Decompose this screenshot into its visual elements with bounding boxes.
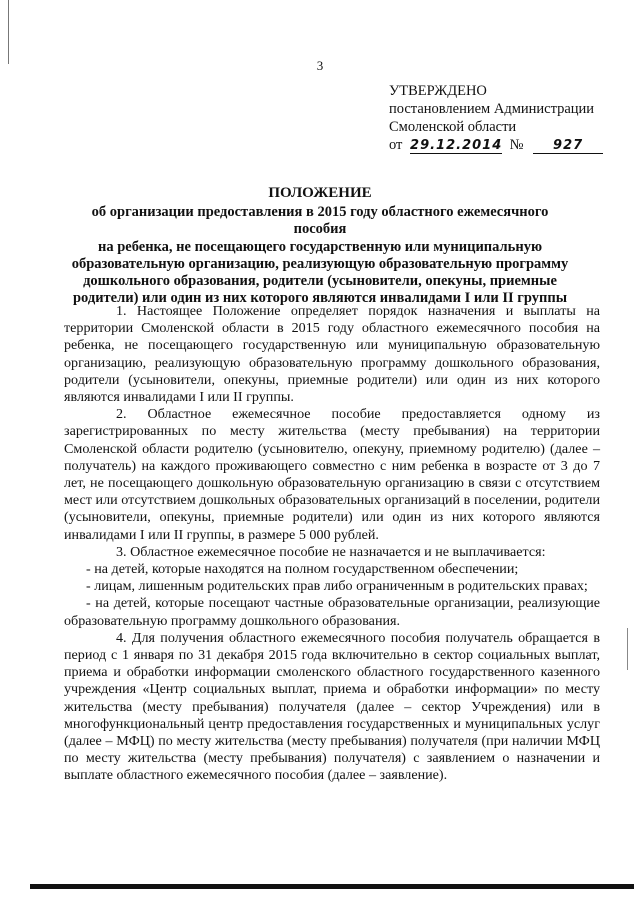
paragraph-4: 4. Для получения областного ежемесячного пособия получатель обращается в период с 1 января по 31 декабря 2015 года включительно в сектор социальных выплат, приема и обработки информации смоленского областного государственного казенного учреждения «Центр социальных выплат, приема и обработки информации» по месту жительства (месту пребывания) получателя (далее – сектор Учреждения) или в многофункциональный центр предоставления государственных и муниципальных услуг (далее – МФЦ) по месту жительства (месту пребывания) получателя (при наличии МФЦ по месту жительства (месту пребывания) получателя) с заявлением о назначении и выплате областного ежемесячного пособия (далее – заявление). <box>64 629 600 784</box>
document-title <box>70 185 570 307</box>
exclusion-item: - на детей, которые посещают частные образовательные организации, реализующие образовательную программу дошкольного образования. <box>64 595 600 629</box>
from-label: от <box>389 137 403 153</box>
title-heading: ПОЛОЖЕНИЕ <box>268 185 372 201</box>
approval-region-line: Смоленской области <box>389 119 517 135</box>
approval-heading: УТВЕРЖДЕНО <box>389 83 487 99</box>
scan-bottom-bar <box>30 884 634 889</box>
document-body <box>64 303 600 785</box>
scan-edge-mark <box>8 0 9 64</box>
number-label: № <box>509 137 524 153</box>
approval-decree-line: постановлением Администрации <box>389 101 595 117</box>
paragraph-2: 2. Областное ежемесячное пособие предоставляется одному из зарегистрированных по месту жительства (месту пребывания) на территории Смоленской области родителю (усыновителю, опекуну, приемному родителю) (далее – получатель) на каждого проживающего совместно с ним ребенка в возрасте от 3 до 7 лет, не посещающего дошкольную образовательную организацию в связи с отсутствием мест или отсутствием дошкольных образовательных организаций в поселении, родители (усыновители, опекуны, приемные родители) или один из них которого являются инвалидами I или II группы, в размере 5 000 рублей. <box>64 406 600 543</box>
handwritten-date: 29.12.2014 <box>410 138 503 153</box>
title-line: дошкольного образования, родители (усыновители, опекуны, приемные <box>83 273 557 290</box>
approval-block <box>389 82 619 154</box>
title-line: образовательную организацию, реализующую образовательную программу <box>71 255 569 272</box>
title-line: об организации предоставления в 2015 году областного ежемесячного пособия <box>91 204 549 238</box>
approval-date-number-line <box>389 136 619 154</box>
exclusion-item: - лицам, лишенным родительских прав либо ограниченным в родительских правах; <box>86 578 588 595</box>
paragraph-3: 3. Областное ежемесячное пособие не назначается и не выплачивается: <box>116 543 546 560</box>
title-line: родители) или один из них которого являются инвалидами I или II группы <box>72 290 568 307</box>
scan-edge-mark <box>627 628 628 670</box>
paragraph-1: 1. Настоящее Положение определяет порядок назначения и выплаты на территории Смоленской области в 2015 году областного ежемесячного пособия на ребенка, не посещающего государственную или муниципальную образовательную организацию, реализующую образовательную программу дошкольного образования, родители (усыновители, опекуны, приемные родители) или один из них которого являются инвалидами I или II группы. <box>64 303 600 406</box>
exclusion-item: - на детей, которые находятся на полном государственном обеспечении; <box>86 561 519 578</box>
title-line: на ребенка, не посещающего государственную или муниципальную <box>97 238 543 255</box>
handwritten-number: 927 <box>533 139 603 154</box>
page-number: 3 <box>316 58 324 73</box>
